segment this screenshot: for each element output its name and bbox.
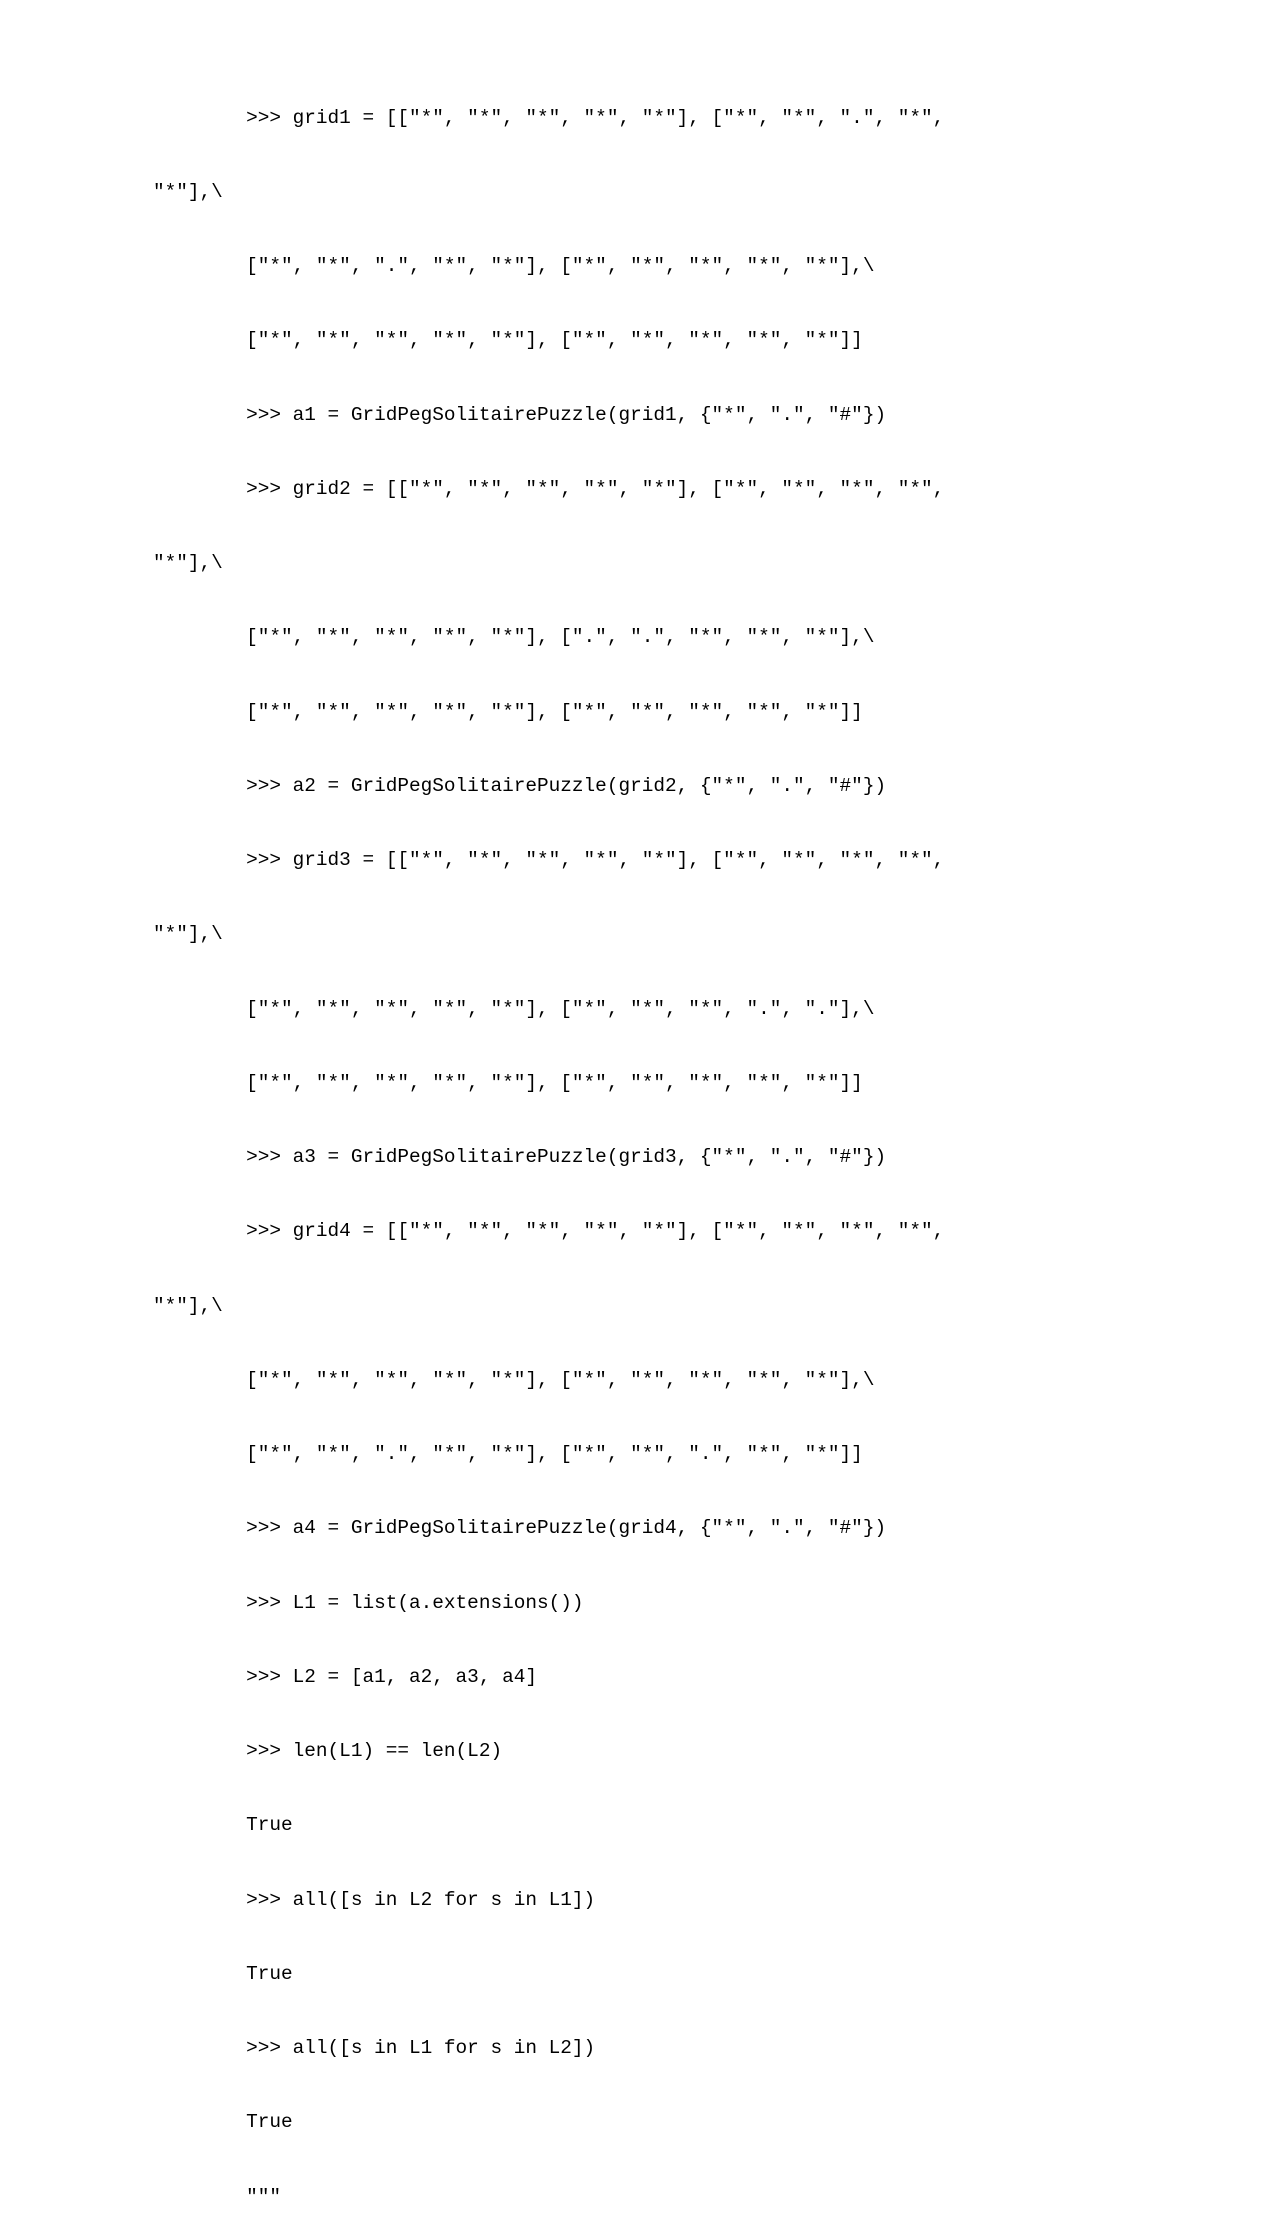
code-line: ["*", "*", "*", "*", "*"], ["*", "*", "*", ".", "."],\: [153, 997, 875, 1020]
code-line: >>> all([s in L2 for s in L1]): [153, 1888, 596, 1911]
code-line: >>> all([s in L1 for s in L2]): [153, 2037, 596, 2059]
code-line: ["*", "*", "*", "*", "*"], [".", ".", "*", "*", "*"],\: [153, 626, 875, 649]
code-line: ["*", "*", ".", "*", "*"], ["*", "*", ".", "*", "*"]]: [153, 1443, 863, 1465]
code-line: ["*", "*", "*", "*", "*"], ["*", "*", "*", "*", "*"]]: [153, 700, 863, 723]
code-line: True: [153, 1814, 293, 1837]
code-line: >>> a1 = GridPegSolitairePuzzle(grid1, {"*", ".", "#"}): [153, 403, 887, 426]
code-line: >>> grid4 = [["*", "*", "*", "*", "*"], ["*", "*", "*", "*",: [153, 1220, 945, 1243]
code-line: ["*", "*", ".", "*", "*"], ["*", "*", "*", "*", "*"],\: [153, 255, 875, 277]
code-line: True: [153, 1962, 293, 1985]
code-line: >>> a4 = GridPegSolitairePuzzle(grid4, {"*", ".", "#"}): [153, 1517, 887, 1540]
code-line: "*"],\: [153, 180, 223, 203]
code-listing: [153, 56, 1263, 2234]
code-line: ["*", "*", "*", "*", "*"], ["*", "*", "*", "*", "*"],\: [153, 1368, 875, 1391]
code-line: >>> L1 = list(a.extensions()): [153, 1591, 584, 1614]
code-line: >>> grid3 = [["*", "*", "*", "*", "*"], ["*", "*", "*", "*",: [153, 849, 945, 871]
code-line: "*"],\: [153, 923, 223, 946]
code-line: ["*", "*", "*", "*", "*"], ["*", "*", "*", "*", "*"]]: [153, 1071, 863, 1094]
code-line: >>> len(L1) == len(L2): [153, 1740, 503, 1762]
code-line: "*"],\: [153, 1294, 223, 1317]
code-line: ["*", "*", "*", "*", "*"], ["*", "*", "*", "*", "*"]]: [153, 329, 863, 352]
code-line: """: [153, 2185, 281, 2208]
code-line: >>> a3 = GridPegSolitairePuzzle(grid3, {"*", ".", "#"}): [153, 1146, 887, 1168]
code-line: True: [153, 2111, 293, 2134]
code-line: >>> a2 = GridPegSolitairePuzzle(grid2, {"*", ".", "#"}): [153, 774, 887, 797]
code-line: >>> grid1 = [["*", "*", "*", "*", "*"], ["*", "*", ".", "*",: [153, 106, 945, 129]
code-line: >>> grid2 = [["*", "*", "*", "*", "*"], ["*", "*", "*", "*",: [153, 477, 945, 500]
code-line: "*"],\: [153, 552, 223, 574]
code-line: >>> L2 = [a1, a2, a3, a4]: [153, 1665, 537, 1688]
